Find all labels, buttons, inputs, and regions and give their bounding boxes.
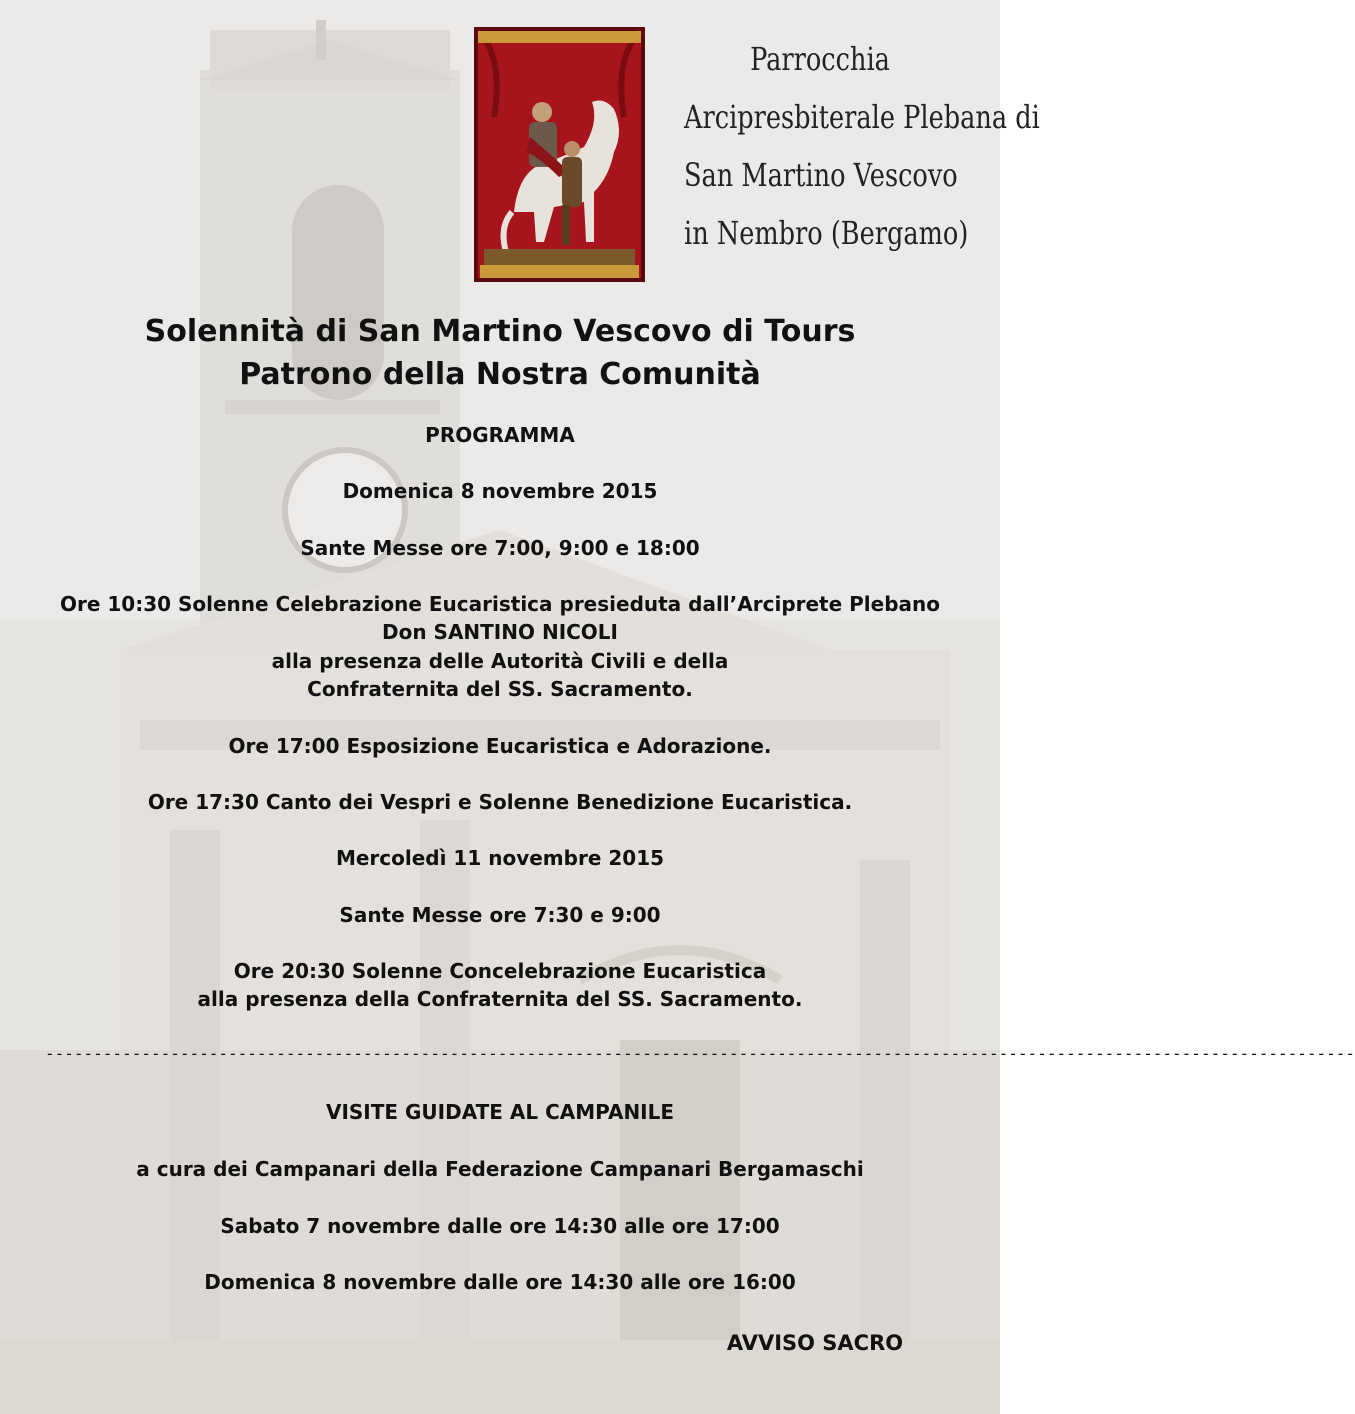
- day1-masses: Sante Messe ore 7:00, 9:00 e 18:00: [300, 536, 700, 560]
- day2-masses: Sante Messe ore 7:30 e 9:00: [339, 903, 661, 927]
- programma-heading: PROGRAMMA: [425, 423, 575, 447]
- day1-event3: Ore 17:30 Canto dei Vespri e Solenne Benedizione Eucaristica.: [147, 790, 853, 814]
- parish-line: Parrocchia: [750, 40, 890, 78]
- day1-event1-line: Don SANTINO NICOLI: [382, 620, 618, 644]
- visits-heading: VISITE GUIDATE AL CAMPANILE: [325, 1100, 675, 1124]
- visits-organizer: a cura dei Campanari della Federazione Campanari Bergamaschi: [136, 1157, 864, 1181]
- visits-slot2: Domenica 8 novembre dalle ore 14:30 alle ore 16:00: [204, 1270, 796, 1294]
- day1-event2: Ore 17:00 Esposizione Eucaristica e Adorazione.: [228, 734, 772, 758]
- day1-event1-line: Ore 10:30 Solenne Celebrazione Eucaristica presieduta dall’Arciprete Plebano: [59, 592, 941, 616]
- page-subtitle: Patrono della Nostra Comunità: [239, 357, 761, 392]
- day2-date: Mercoledì 11 novembre 2015: [335, 846, 665, 870]
- parish-heading: [684, 30, 1040, 262]
- page-title: Solennità di San Martino Vescovo di Tours: [144, 314, 856, 349]
- day1-event1-line: alla presenza delle Autorità Civili e della: [271, 649, 729, 673]
- day2-event1-line: Ore 20:30 Solenne Concelebrazione Eucaristica: [233, 959, 767, 983]
- day2-event1-line: alla presenza della Confraternita del SS. Sacramento.: [197, 987, 803, 1011]
- separator-line: ----------------------------------------------------------------------------------------------------------------------------------------: [45, 1044, 1355, 1063]
- day1-date: Domenica 8 novembre 2015: [342, 479, 658, 503]
- notice-label: AVVISO SACRO: [726, 1331, 904, 1355]
- visits-slot1: Sabato 7 novembre dalle ore 14:30 alle ore 17:00: [220, 1214, 780, 1238]
- parish-line: in Nembro (Bergamo): [684, 214, 969, 252]
- day1-event1-line: Confraternita del SS. Sacramento.: [307, 677, 693, 701]
- parish-line: San Martino Vescovo: [684, 156, 958, 194]
- parish-line: Arcipresbiterale Plebana di: [684, 98, 1040, 136]
